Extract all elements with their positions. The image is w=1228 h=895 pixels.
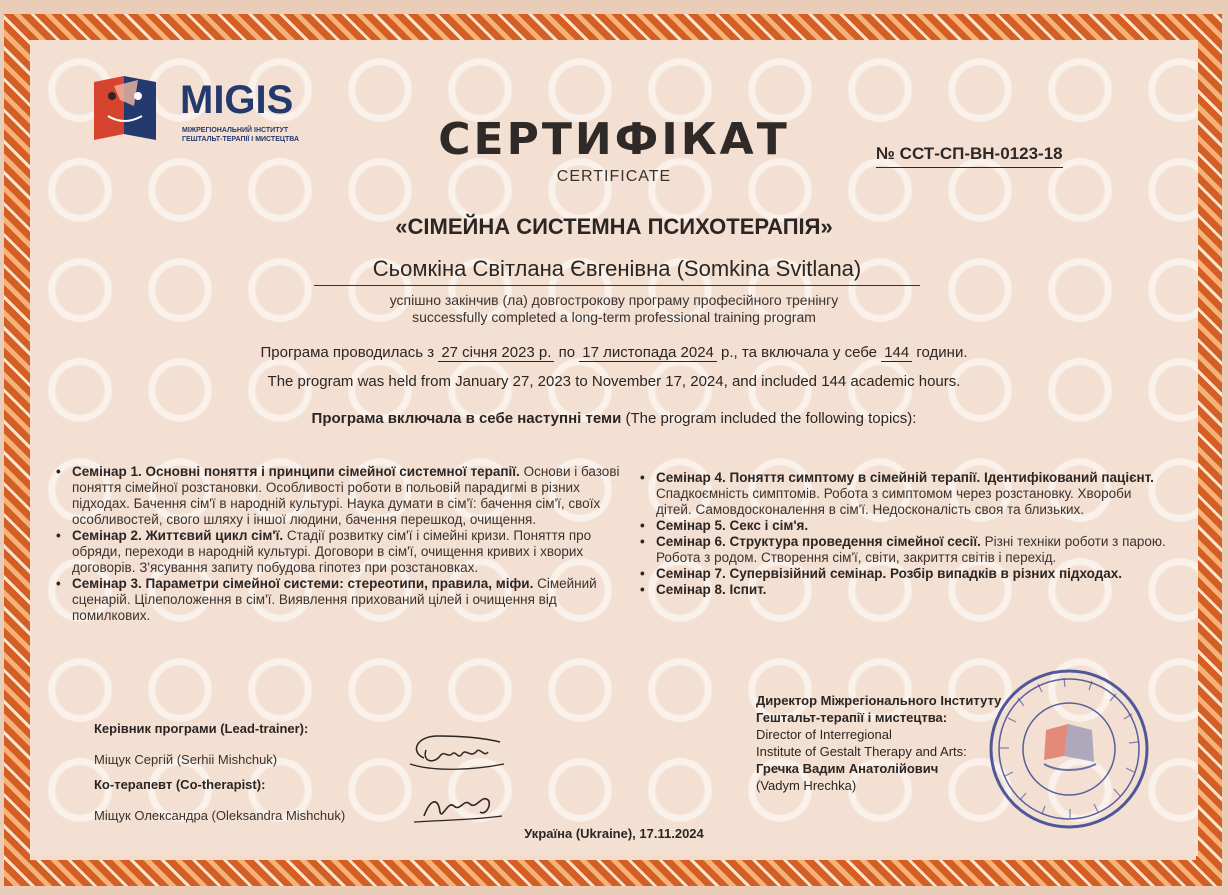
logo-subtitle-line1: МІЖРЕГІОНАЛЬНИЙ ІНСТИТУТ (182, 127, 289, 134)
held-suffix: години. (916, 344, 968, 361)
program-title: «СІМЕЙНА СИСТЕМНА ПСИХОТЕРАПІЯ» (395, 214, 833, 239)
certificate-number: № ССТ-СП-ВН-0123-18 (876, 144, 1063, 168)
seminar-title: Семінар 6. Структура проведення сімейної сесії. (656, 534, 981, 549)
list-item (56, 576, 624, 624)
seminar-title: Семінар 8. Іспит. (656, 582, 767, 597)
seminar-text: Основи і базові поняття сімейної розстановки. Особливості роботи в польовій парадигмі в різних підходах. Бачення сім'ї в народній культурі. Наука думати в сім'ї: бачення сім'ї, своїх особливостей, свого шляху і іншої людини, бачення перешкод, очищення. (72, 464, 620, 527)
issue-place-date: Україна (Ukraine), 17.11.2024 (524, 826, 704, 841)
co-therapist-signature (414, 786, 504, 830)
logo-title: MIGIS (180, 78, 294, 122)
director-title-en-1: Director of Interregional (756, 727, 892, 742)
seminar-text: Різні техніки роботи з парою. Робота з родом. Створення сім'ї, світи, закриття світів і перехід. (656, 534, 1166, 565)
director-name-en: (Vadym Hrechka) (756, 778, 857, 793)
co-therapist-name: Міщук Олександра (Oleksandra Mishchuk) (94, 808, 346, 823)
program-dates-ua (0, 344, 1228, 361)
director-block (756, 692, 1016, 794)
lead-trainer-role: Керівник програми (Lead-trainer): (94, 721, 309, 736)
seminar-title: Семінар 4. Поняття симптому в сімейній терапії. Ідентифікований пацієнт. (656, 470, 1154, 485)
official-stamp (988, 668, 1150, 830)
seminar-text: Стадії розвитку сім'ї і сімейні кризи. Поняття про обряди, переходи в народній культурі. Договори в сім'ї, очищення кривих і хворих договорів. З'ясування запиту побудова гіпотез при розстановках. (72, 528, 592, 575)
seminar-title: Семінар 5. Секс і сім'я. (656, 518, 809, 533)
seminar-text: Сімейний сценарій. Цілеположення в сім'ї. Виявлення прихований цілей і очищення від помилкових. (72, 576, 597, 623)
held-hours: 144 (881, 344, 912, 362)
list-item (640, 534, 1170, 566)
seminar-title: Семінар 3. Параметри сімейної системи: стереотипи, правила, міфи. (72, 576, 534, 591)
completed-text-ua: успішно закінчив (ла) довгострокову програму професійного тренінгу (389, 292, 839, 308)
topics-left-column (56, 464, 624, 624)
topics-heading-ua: Програма включала в себе наступні теми (311, 410, 622, 427)
held-mid2: р., та включала у себе (721, 344, 878, 361)
held-mid: по (558, 344, 576, 361)
program-dates-en: The program was held from January 27, 2023 to November 17, 2024, and included 144 academic hours. (267, 373, 961, 390)
list-item (56, 528, 624, 576)
seminar-title: Семінар 1. Основні поняття і принципи сімейної системної терапії. (72, 464, 520, 479)
completed-text-en: successfully completed a long-term professional training program (412, 309, 816, 325)
list-item (640, 566, 1170, 582)
director-title-en-2: Institute of Gestalt Therapy and Arts: (756, 744, 967, 759)
list-item (56, 464, 624, 528)
held-to-date: 17 листопада 2024 (579, 344, 717, 362)
held-from-date: 27 січня 2023 р. (438, 344, 554, 362)
certificate-subtitle: CERTIFICATE (556, 168, 672, 185)
director-name-ua: Гречка Вадим Анатолійович (756, 761, 939, 776)
held-prefix: Програма проводилась з (260, 344, 435, 361)
list-item (640, 470, 1170, 518)
logo-subtitle-line2: ГЕШТАЛЬТ-ТЕРАПІЇ І МИСТЕЦТВА (182, 136, 300, 143)
topics-heading-en: (The program included the following topics): (625, 410, 917, 427)
seminar-title: Семінар 2. Життєвий цикл сім'ї. (72, 528, 284, 543)
director-title-ua-2: Гештальт-терапії і мистецтва: (756, 710, 948, 725)
recipient-name: Сьомкіна Світлана Євгенівна (Somkina Svitlana) (314, 256, 920, 286)
certificate-title: СЕРТИФІКАТ (438, 114, 790, 165)
list-item (640, 518, 1170, 534)
director-title-ua-1: Директор Міжрегіонального Інституту (756, 693, 1002, 708)
seminar-text: Спадкоємність симптомів. Робота з симптомом через розстановку. Хвороби дітей. Самовдосконалення в сім'ї. Недосконалість своя та близьких. (656, 486, 1132, 517)
signatories (94, 720, 345, 824)
seminar-title: Семінар 7. Супервізійний семінар. Розбір випадків в різних підходах. (656, 566, 1123, 581)
topics-heading (0, 410, 1228, 427)
lead-trainer-name: Міщук Сергій (Serhii Mishchuk) (94, 752, 278, 767)
lead-trainer-signature (404, 728, 508, 774)
co-therapist-role: Ко-терапевт (Co-therapist): (94, 777, 266, 792)
list-item (640, 582, 1170, 598)
topics-right-column (640, 470, 1170, 598)
